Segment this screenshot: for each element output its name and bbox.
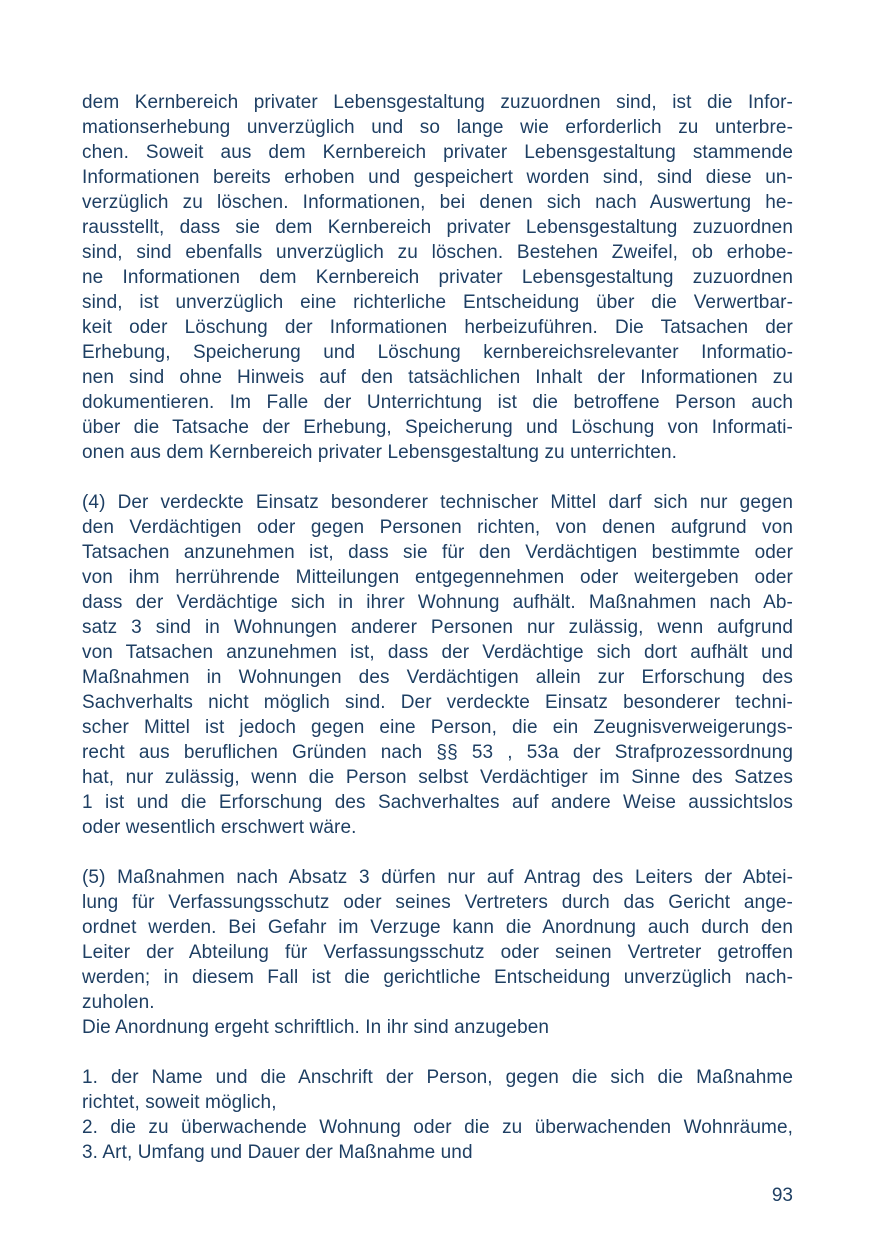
list-item-3	[82, 1140, 793, 1165]
text-line: hat, nur zulässig, wenn die Person selbst Verdächtiger im Sinne des Satzes	[82, 767, 793, 788]
text-line: Informationen bereits erhoben und gespeichert worden sind, sind diese un-	[82, 167, 793, 188]
paragraph-5	[82, 865, 793, 1015]
text-line: dem Kernbereich privater Lebensgestaltung zuzuordnen sind, ist die Infor-	[82, 92, 793, 113]
text-line: sind, sind ebenfalls unverzüglich zu löschen. Bestehen Zweifel, ob erhobe-	[82, 242, 793, 263]
text-line: (5) Maßnahmen nach Absatz 3 dürfen nur auf Antrag des Leiters der Abtei-	[82, 867, 793, 888]
text-line: Die Anordnung ergeht schriftlich. In ihr sind anzugeben	[82, 1017, 550, 1038]
text-line: mationserhebung unverzüglich und so lange wie erforderlich zu unterbre-	[82, 117, 793, 138]
text-line: über die Tatsache der Erhebung, Speicherung und Löschung von Informati-	[82, 417, 793, 438]
text-line: sind, ist unverzüglich eine richterliche Entscheidung über die Verwertbar-	[82, 292, 793, 313]
text-line: lung für Verfassungsschutz oder seines Vertreters durch das Gericht ange-	[82, 892, 793, 913]
text-line: von Tatsachen anzunehmen ist, dass der Verdächtige sich dort aufhält und	[82, 642, 793, 663]
text-line: Tatsachen anzunehmen ist, dass sie für den Verdächtigen bestimmte oder	[82, 542, 793, 563]
text-line: chen. Soweit aus dem Kernbereich privater Lebensgestaltung stammende	[82, 142, 793, 163]
paragraph-5-order-intro	[82, 1015, 793, 1040]
text-line: den Verdächtigen oder gegen Personen richten, von denen aufgrund von	[82, 517, 793, 538]
text-line: 2. die zu überwachende Wohnung oder die zu überwachenden Wohnräume,	[82, 1117, 793, 1138]
text-line: richtet, soweit möglich,	[82, 1092, 277, 1113]
text-line: scher Mittel ist jedoch gegen eine Person, die ein Zeugnisverweigerungs-	[82, 717, 793, 738]
text-line: onen aus dem Kernbereich privater Lebensgestaltung zu unterrichten.	[82, 442, 678, 463]
text-line: Sachverhalts nicht möglich sind. Der verdeckte Einsatz besonderer techni-	[82, 692, 793, 713]
text-line: 3. Art, Umfang und Dauer der Maßnahme und	[82, 1142, 473, 1163]
list-item-1	[82, 1065, 793, 1115]
text-line: Maßnahmen in Wohnungen des Verdächtigen allein zur Erforschung des	[82, 667, 793, 688]
text-line: keit oder Löschung der Informationen herbeizuführen. Die Tatsachen der	[82, 317, 793, 338]
text-line: ne Informationen dem Kernbereich privater Lebensgestaltung zuzuordnen	[82, 267, 793, 288]
text-line: 1 ist und die Erforschung des Sachverhaltes auf andere Weise aussichtslos	[82, 792, 793, 813]
text-content	[82, 90, 793, 1165]
text-line: Leiter der Abteilung für Verfassungsschutz oder seinen Vertreter getroffen	[82, 942, 793, 963]
text-line: oder wesentlich erschwert wäre.	[82, 817, 357, 838]
text-line: nen sind ohne Hinweis auf den tatsächlichen Inhalt der Informationen zu	[82, 367, 793, 388]
text-line: von ihm herrührende Mitteilungen entgegennehmen oder weitergeben oder	[82, 567, 793, 588]
text-line: 1. der Name und die Anschrift der Person, gegen die sich die Maßnahme	[82, 1067, 793, 1088]
text-line: (4) Der verdeckte Einsatz besonderer technischer Mittel darf sich nur gegen	[82, 492, 793, 513]
paragraph-3-continuation	[82, 90, 793, 465]
text-line: satz 3 sind in Wohnungen anderer Personen nur zulässig, wenn aufgrund	[82, 617, 793, 638]
text-line: rausstellt, dass sie dem Kernbereich privater Lebensgestaltung zuzuordnen	[82, 217, 793, 238]
text-line: verzüglich zu löschen. Informationen, bei denen sich nach Auswertung he-	[82, 192, 793, 213]
text-line: recht aus beruflichen Gründen nach §§ 53 , 53a der Strafprozessordnung	[82, 742, 793, 763]
page-number: 93	[771, 1185, 793, 1206]
text-line: dokumentieren. Im Falle der Unterrichtung ist die betroffene Person auch	[82, 392, 793, 413]
paragraph-4	[82, 490, 793, 840]
text-line: ordnet werden. Bei Gefahr im Verzuge kann die Anordnung auch durch den	[82, 917, 793, 938]
text-line: werden; in diesem Fall ist die gerichtliche Entscheidung unverzüglich nach-	[82, 967, 793, 988]
text-line: zuholen.	[82, 992, 155, 1013]
text-line: Erhebung, Speicherung und Löschung kernbereichsrelevanter Informatio-	[82, 342, 793, 363]
list-item-2	[82, 1115, 793, 1140]
text-line: dass der Verdächtige sich in ihrer Wohnung aufhält. Maßnahmen nach Ab-	[82, 592, 793, 613]
